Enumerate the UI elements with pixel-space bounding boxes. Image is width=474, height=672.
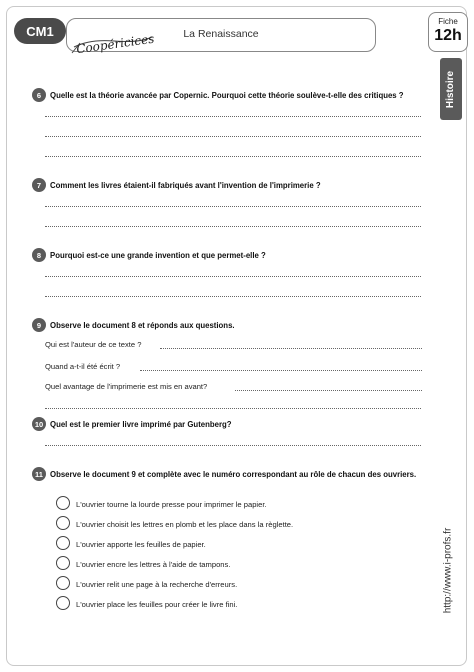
option-text: L'ouvrier apporte les feuilles de papier. (76, 540, 206, 549)
question-number-badge: 7 (32, 178, 46, 192)
option-text: L'ouvrier encre les lettres à l'aide de tampons. (76, 560, 231, 569)
question-number-badge: 10 (32, 417, 46, 431)
answer-line[interactable] (45, 445, 421, 446)
question-10-text: Quel est le premier livre imprimé par Gutenberg? (50, 420, 232, 429)
answer-circle[interactable] (56, 556, 70, 570)
sub-question: Quel avantage de l'imprimerie est mis en avant? (45, 382, 208, 391)
answer-line[interactable] (45, 156, 421, 157)
option-text: L'ouvrier tourne la lourde presse pour imprimer le papier. (76, 500, 267, 509)
question-number-badge: 11 (32, 467, 46, 481)
level-badge: CM1 (14, 18, 66, 44)
subject-label: Histoire (445, 70, 457, 108)
option-text: L'ouvrier choisit les lettres en plomb et les place dans la règlette. (76, 520, 294, 529)
answer-line[interactable] (160, 348, 422, 349)
answer-circle[interactable] (56, 596, 70, 610)
fiche-label: Fiche (438, 17, 458, 26)
answer-line[interactable] (45, 206, 421, 207)
page-title: La Renaissance (183, 28, 259, 40)
logo-text: Coopéricices (75, 31, 156, 57)
option-text: L'ouvrier place les feuilles pour créer le livre fini. (76, 600, 238, 609)
fiche-number: 12h (434, 27, 462, 44)
answer-line[interactable] (140, 370, 422, 371)
sub-question: Quand a-t-il été écrit ? (45, 362, 121, 371)
answer-line[interactable] (45, 226, 421, 227)
question-number-badge: 9 (32, 318, 46, 332)
sub-question: Qui est l'auteur de ce texte ? (45, 340, 142, 349)
website-credit (428, 500, 468, 640)
question-7-text: Comment les livres étaient-il fabriqués avant l'invention de l'imprimerie ? (50, 181, 321, 190)
answer-circle[interactable] (56, 496, 70, 510)
fiche-box (428, 12, 468, 52)
answer-line[interactable] (45, 408, 421, 409)
option-text: L'ouvrier relit une page à la recherche d'erreurs. (76, 580, 238, 589)
answer-line[interactable] (235, 390, 422, 391)
question-6-text: Quelle est la théorie avancée par Copernic. Pourquoi cette théorie soulève-t-elle des critiques ? (50, 91, 404, 100)
answer-circle[interactable] (56, 516, 70, 530)
answer-line[interactable] (45, 116, 421, 117)
answer-line[interactable] (45, 276, 421, 277)
question-9-text: Observe le document 8 et réponds aux questions. (50, 321, 235, 330)
answer-line[interactable] (45, 296, 421, 297)
website-link[interactable]: http://www.i-profs.fr (442, 527, 454, 613)
answer-circle[interactable] (56, 536, 70, 550)
answer-line[interactable] (45, 136, 421, 137)
question-11-text: Observe le document 9 et complète avec le numéro correspondant au rôle de chacun des ouvriers. (50, 470, 417, 479)
question-number-badge: 6 (32, 88, 46, 102)
question-number-badge: 8 (32, 248, 46, 262)
answer-circle[interactable] (56, 576, 70, 590)
question-8-text: Pourquoi est-ce une grande invention et que permet-elle ? (50, 251, 266, 260)
